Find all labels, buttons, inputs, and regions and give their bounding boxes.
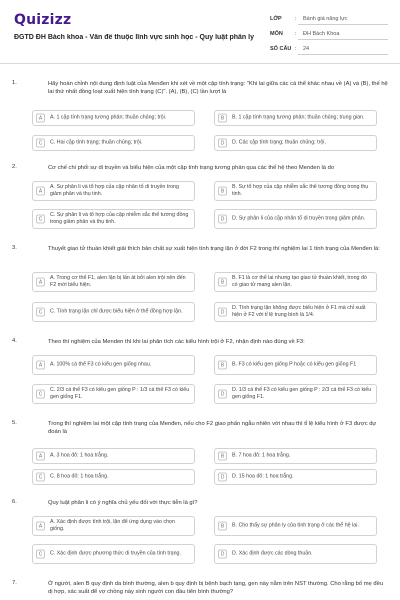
meta-subject-label: MÔN [270, 31, 283, 37]
q6-option-b[interactable] [214, 516, 377, 536]
option-letter: C [36, 139, 45, 148]
option-text: D. 15 hoa đỏ: 1 hoa trắng. [232, 473, 294, 480]
q1-option-b[interactable] [214, 110, 377, 126]
question-text: Cơ chế chi phối sự di truyền và biểu hiện của một cặp tính trạng tương phản qua các thế hệ theo Menden là do [48, 165, 335, 171]
question-number: 5. [12, 420, 17, 426]
option-letter: B [218, 114, 227, 123]
question-number: 6. [12, 499, 17, 505]
option-text: C. 2/3 cá thể F3 có kiểu gen giống P : 1/3 cá thể F3 có kiểu gen giống F1. [50, 387, 190, 400]
q2-option-b[interactable] [214, 181, 377, 201]
option-text: A. 3 hoa đỏ: 1 hoa trắng. [50, 452, 109, 459]
meta-divider [298, 24, 388, 25]
worksheet-title: ĐGTD ĐH Bách khoa - Vấn đề thuộc lĩnh vực sinh học - Quy luật phân ly [14, 34, 254, 41]
option-text: D. 1/3 cá thể F3 có kiểu gen giống P : 2/3 cá thể F3 có kiểu gen giống F1. [232, 387, 372, 400]
q3-option-c[interactable] [32, 302, 195, 322]
option-letter: B [218, 278, 227, 287]
q1-option-a[interactable] [32, 110, 195, 126]
q3-option-b[interactable] [214, 272, 377, 292]
option-text: D. Tính trạng lặn không được biểu hiện ở F1 mà chỉ xuất hiện ở F2 với tỉ lệ trung bình là 1/4. [232, 305, 366, 318]
meta-divider [298, 54, 388, 55]
meta-subject-value: ĐH Bách Khoa [303, 31, 340, 37]
option-text: C. Xác định được phương thức di truyền của tính trạng. [50, 550, 181, 557]
q2-option-c[interactable] [32, 209, 195, 229]
option-letter: A [36, 522, 45, 531]
quizizz-logo: Quizizz [14, 12, 72, 28]
q2-option-d[interactable] [214, 209, 377, 229]
meta-class-label: LỚP [270, 16, 282, 22]
q2-option-a[interactable] [32, 181, 195, 201]
option-letter: B [218, 361, 227, 370]
question-number: 3. [12, 245, 17, 251]
option-text: D. Xác định được các dòng thuần. [232, 550, 313, 557]
q6-option-a[interactable] [32, 516, 195, 536]
option-text: A. Trong cơ thể F1, alen lặn bị lấn át bởi alen trội nên đến F2 mới biểu hiện. [50, 275, 186, 288]
option-text: C. Tính trạng lặn chỉ được biểu hiện ở thể đồng hợp lặn. [50, 308, 183, 315]
option-letter: A [36, 187, 45, 196]
option-letter: C [36, 308, 45, 317]
q1-option-c[interactable] [32, 135, 195, 151]
option-text: B. F3 có kiểu gen giống P hoặc có kiểu gen giống F1 [232, 361, 357, 368]
option-text: B. Cho thấy sự phân ly của tính trạng ở các thế hệ lai. [232, 522, 359, 529]
option-text: C. 8 hoa đỏ: 1 hoa trắng. [50, 473, 109, 480]
q5-option-b[interactable] [214, 448, 377, 464]
option-letter: B [218, 452, 227, 461]
option-letter: C [36, 473, 45, 482]
meta-divider [298, 39, 388, 40]
worksheet-header: Quizizz ĐGTD ĐH Bách khoa - Vấn đề thuộc lĩnh vực sinh học - Quy luật phân ly LỚP : Bánh giá năng lực MÔN : ĐH Bách Khoa SỐ CÂU : 24 [0, 0, 400, 64]
option-letter: A [36, 278, 45, 287]
option-text: B. 7 hoa đỏ: 1 hoa trắng. [232, 452, 291, 459]
q6-option-c[interactable] [32, 544, 195, 564]
option-letter: C [36, 550, 45, 559]
option-letter: D [218, 550, 227, 559]
meta-class-value: Bánh giá năng lực [303, 16, 348, 22]
option-letter: D [218, 308, 227, 317]
question-text: Theo thí nghiệm của Menden thì khi lai phân tích các kiểu hình trội ở F2, nhận định nào đúng về F3: [48, 339, 305, 345]
option-letter: D [218, 215, 227, 224]
q1-option-d[interactable] [214, 135, 377, 151]
q5-option-d[interactable] [214, 469, 377, 485]
question-text: Ở người, alen B quy định da bình thường, alen b quy định bị bệnh bạch tạng, gen này nằm trên NST thường. Cho rằng bố mẹ đều dị hợp, xác suất để vợ chồng này sinh người con đầu tiên bình thường? [48, 581, 384, 595]
option-letter: A [36, 114, 45, 123]
option-text: C. Hai cặp tính trạng; thuần chủng; trội. [50, 139, 143, 146]
meta-count-label: SỐ CÂU [270, 46, 292, 52]
question-number: 2. [12, 164, 17, 170]
option-letter: D [218, 139, 227, 148]
option-text: A. 1 cặp tính trạng tương phản; thuần chủng; trội. [50, 114, 167, 121]
question-text: Thuyết giao tử thuần khiết giải thích bản chất sự xuất hiện tính trạng lặn ở đời F2 trong thí nghiệm lai 1 tính trạng của Menđen là: [48, 246, 380, 252]
option-letter: B [218, 522, 227, 531]
question-number: 7. [12, 580, 17, 586]
option-letter: A [36, 452, 45, 461]
q3-option-d[interactable] [214, 302, 377, 322]
option-letter: C [36, 215, 45, 224]
q6-option-d[interactable] [214, 544, 377, 564]
q4-option-d[interactable] [214, 384, 377, 404]
option-text: A. 100% cá thể F3 có kiểu gen giống nhau. [50, 361, 152, 368]
q4-option-b[interactable] [214, 355, 377, 375]
option-text: D. Các cặp tính trạng; thuần chủng; trội. [232, 139, 326, 146]
option-letter: C [36, 390, 45, 399]
q4-option-c[interactable] [32, 384, 195, 404]
q3-option-a[interactable] [32, 272, 195, 292]
q5-option-c[interactable] [32, 469, 195, 485]
question-text: Hãy hoàn chỉnh nội dung định luật của Menđen khi xét về một cặp tính trạng: "Khi lai giữa các cá thể khác nhau về (A) và (B), thế hệ lai thứ nhất đồng loạt xuất hiện tính trạng (C)". (A), (B), (C) lần lượt là [48, 81, 388, 95]
option-text: B. 1 cặp tính trạng tương phản; thuần chủng; trung gian. [232, 114, 365, 121]
q4-option-a[interactable] [32, 355, 195, 375]
option-letter: D [218, 473, 227, 482]
option-letter: D [218, 390, 227, 399]
option-text: A. Xác định được tính trội, lặn để ứng dụng vào chọn giống. [50, 519, 175, 532]
option-text: D. Sự phân li của cặp nhân tố di truyền trong giảm phân. [232, 215, 366, 222]
option-text: A. Sự phân li và tổ hợp của cặp nhân tố di truyền trong giảm phân và thụ tinh. [50, 184, 179, 197]
meta-count-value: 24 [303, 46, 310, 52]
option-text: B. Sự tổ hợp của cặp nhiễm sắc thể tương đồng trong thụ tinh. [232, 184, 369, 197]
question-number: 1. [12, 80, 17, 86]
q5-option-a[interactable] [32, 448, 195, 464]
question-text: Trong thí nghiệm lai một cặp tính trạng của Menđen, nếu cho F2 giao phấn ngẫu nhiên với nhau thì tỉ lệ kiểu hình ở F3 được dự đoán là [48, 421, 377, 435]
option-text: C. Sự phân li và tổ hợp của cặp nhiễm sắc thể tương đồng trong giảm phân và thụ tinh. [50, 212, 189, 225]
option-letter: A [36, 361, 45, 370]
option-text: B. F1 là cơ thể lai nhưng tạo giao tử thuần khiết, trong đó có giao tử mang alen lặn. [232, 275, 367, 288]
question-text: Quy luật phân li có ý nghĩa chủ yếu đối với thực tiễn là gì? [48, 500, 198, 506]
question-number: 4. [12, 338, 17, 344]
option-letter: B [218, 187, 227, 196]
